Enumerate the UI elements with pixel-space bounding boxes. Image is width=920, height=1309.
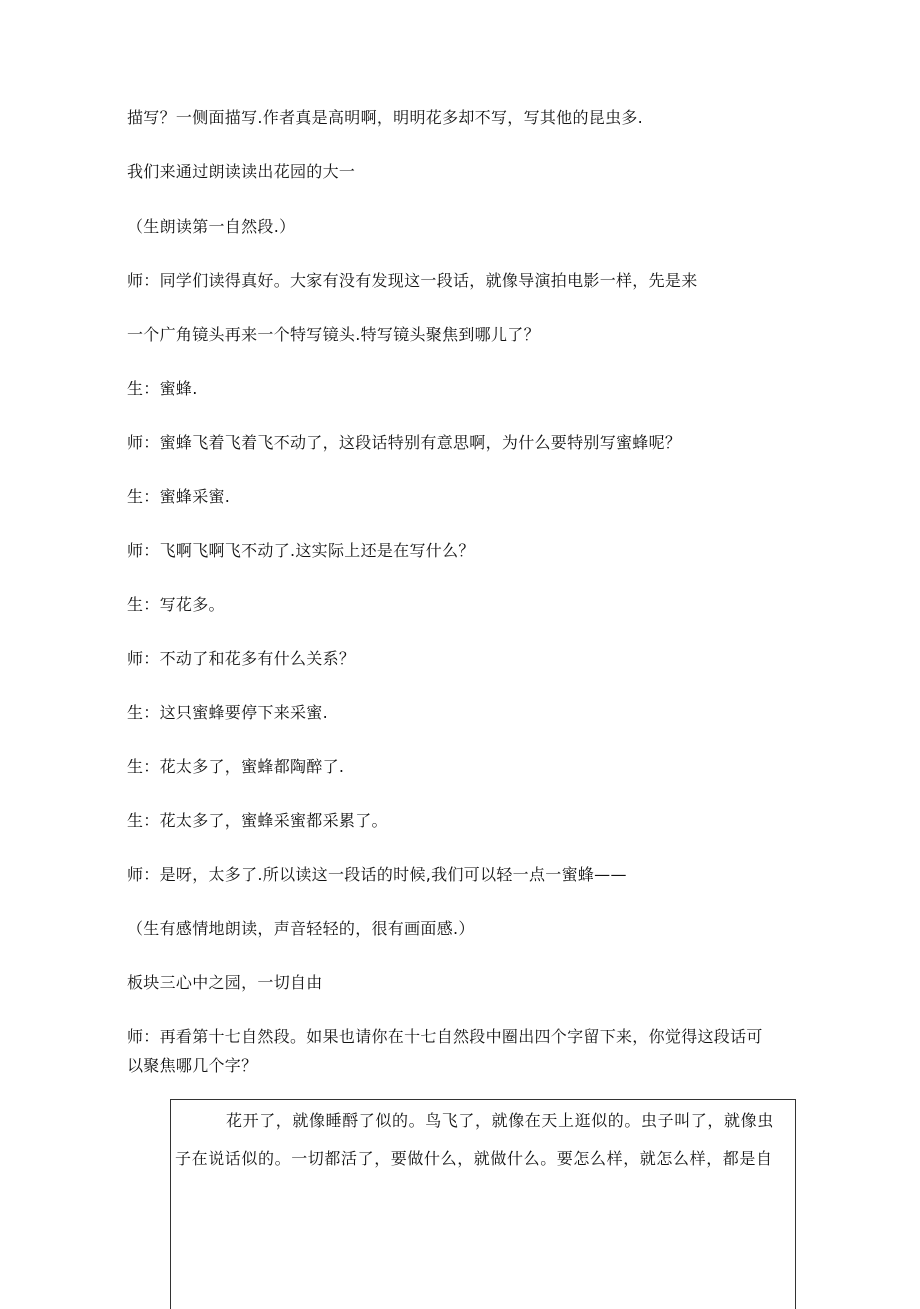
paragraph-line: 师：不动了和花多有什么关系？	[127, 649, 356, 668]
paragraph-line: 师：蜜蜂飞着飞着飞不动了，这段话特别有意思啊，为什么要特别写蜜蜂呢？	[127, 433, 682, 452]
section-heading: 板块三心中之园，一切自由	[127, 973, 323, 992]
paragraph-line: 描写？一侧面描写.作者真是高明啊，明明花多却不写，写其他的昆虫多.	[127, 108, 644, 127]
paragraph-line: 生：花太多了，蜜蜂采蜜都采累了。	[127, 811, 388, 830]
paragraph-line: 师：同学们读得真好。大家有没有发现这一段话，就像导演拍电影一样，先是来	[127, 271, 698, 290]
paragraph-line: （生朗读第一自然段.）	[127, 217, 296, 236]
paragraph-line: 我们来通过朗读读出花园的大一	[127, 162, 356, 181]
paragraph-line: 生：这只蜜蜂要停下来采蜜.	[127, 703, 328, 722]
paragraph-line: 生：蜜蜂采蜜.	[127, 487, 231, 506]
paragraph-line: 生：花太多了，蜜蜂都陶醉了.	[127, 757, 345, 776]
paragraph-line: 生：写花多。	[127, 595, 225, 614]
paragraph-line: （生有感情地朗读，声音轻轻的，很有画面感.）	[127, 919, 475, 938]
paragraph-line: 师：再看第十七自然段。如果也请你在十七自然段中圈出四个字留下来，你觉得这段话可	[127, 1027, 763, 1046]
paragraph-line: 以聚焦哪几个字？	[127, 1056, 258, 1075]
quoted-passage-box	[170, 1099, 796, 1309]
quoted-passage-line: 子在说话似的。一切都活了，要做什么，就做什么。要怎么样，就怎么样，都是自	[175, 1149, 773, 1168]
paragraph-line: 生：蜜蜂.	[127, 379, 198, 398]
paragraph-line: 师：是呀，太多了.所以读这一段话的时候,我们可以轻一点一蜜蜂——	[127, 865, 627, 884]
quoted-passage-line: 花开了，就像睡酹了似的。鸟飞了，就像在天上逛似的。虫子叫了，就像虫	[226, 1111, 774, 1130]
paragraph-line: 一个广角镜头再来一个特写镜头.特写镜头聚焦到哪儿了？	[127, 325, 540, 344]
paragraph-line: 师：飞啊飞啊飞不动了.这实际上还是在写什么？	[127, 541, 475, 560]
